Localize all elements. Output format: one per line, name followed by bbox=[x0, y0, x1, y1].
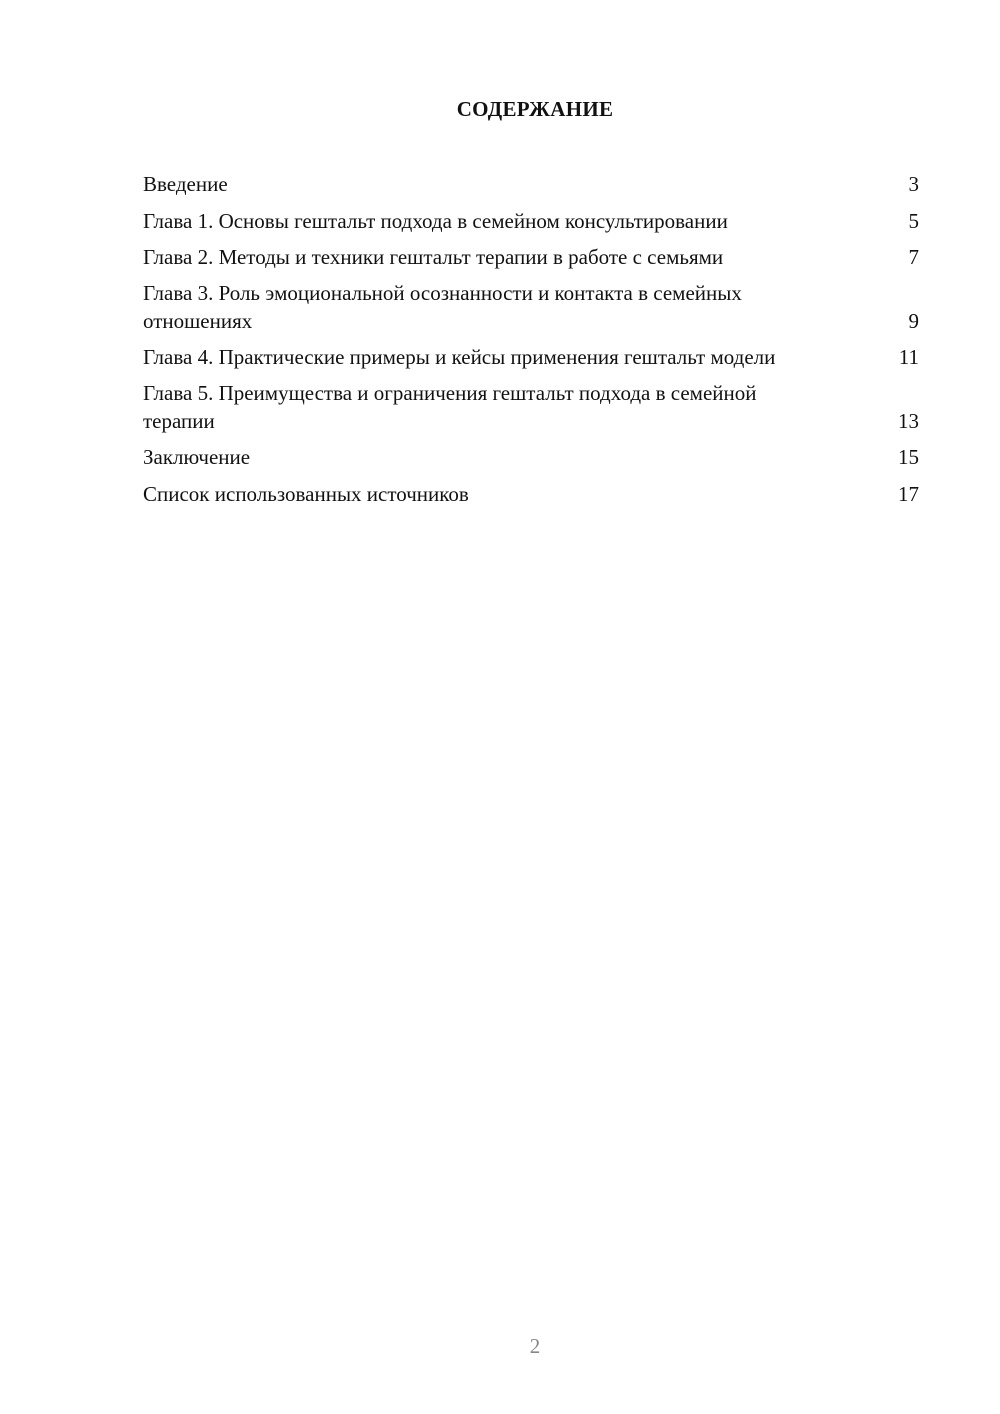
toc-entry-title: Глава 1. Основы гештальт подхода в семейном консультировании bbox=[143, 209, 728, 233]
toc-entry-page: 17 bbox=[898, 482, 919, 506]
toc-entry-chapter-5 bbox=[143, 379, 919, 435]
toc-entry-chapter-2 bbox=[143, 243, 919, 271]
toc-entry-chapter-1 bbox=[143, 207, 919, 235]
toc-entry-chapter-4 bbox=[143, 343, 919, 371]
toc-entry-title: Заключение bbox=[143, 445, 251, 469]
toc-entry-page: 15 bbox=[898, 445, 919, 469]
toc-entry-title: Список использованных источников bbox=[143, 482, 469, 506]
toc-entry-title: Глава 3. Роль эмоциональной осознанности и контакта в семейных отношениях bbox=[143, 281, 742, 333]
toc-entry-introduction bbox=[143, 170, 919, 198]
toc-entry-page: 5 bbox=[908, 209, 919, 233]
toc-entry-page: 11 bbox=[898, 345, 919, 369]
toc-heading: СОДЕРЖАНИЕ bbox=[456, 97, 614, 121]
toc-entry-title: Глава 5. Преимущества и ограничения гештальт подхода в семейной терапии bbox=[143, 381, 757, 433]
toc-entry-references bbox=[143, 480, 919, 508]
toc-entry-page: 7 bbox=[908, 245, 919, 269]
toc-entry-chapter-3 bbox=[143, 279, 919, 335]
toc-entry-conclusion bbox=[143, 443, 919, 471]
toc-entry-title: Введение bbox=[143, 172, 228, 196]
toc-entry-title: Глава 4. Практические примеры и кейсы применения гештальт модели bbox=[143, 345, 776, 369]
toc-entry-title: Глава 2. Методы и техники гештальт терапии в работе с семьями bbox=[143, 245, 724, 269]
page-number: 2 bbox=[529, 1334, 541, 1358]
toc-entry-page: 13 bbox=[898, 409, 919, 433]
table-of-contents bbox=[143, 170, 919, 508]
toc-entry-page: 3 bbox=[908, 172, 919, 196]
toc-entry-page: 9 bbox=[908, 309, 919, 333]
